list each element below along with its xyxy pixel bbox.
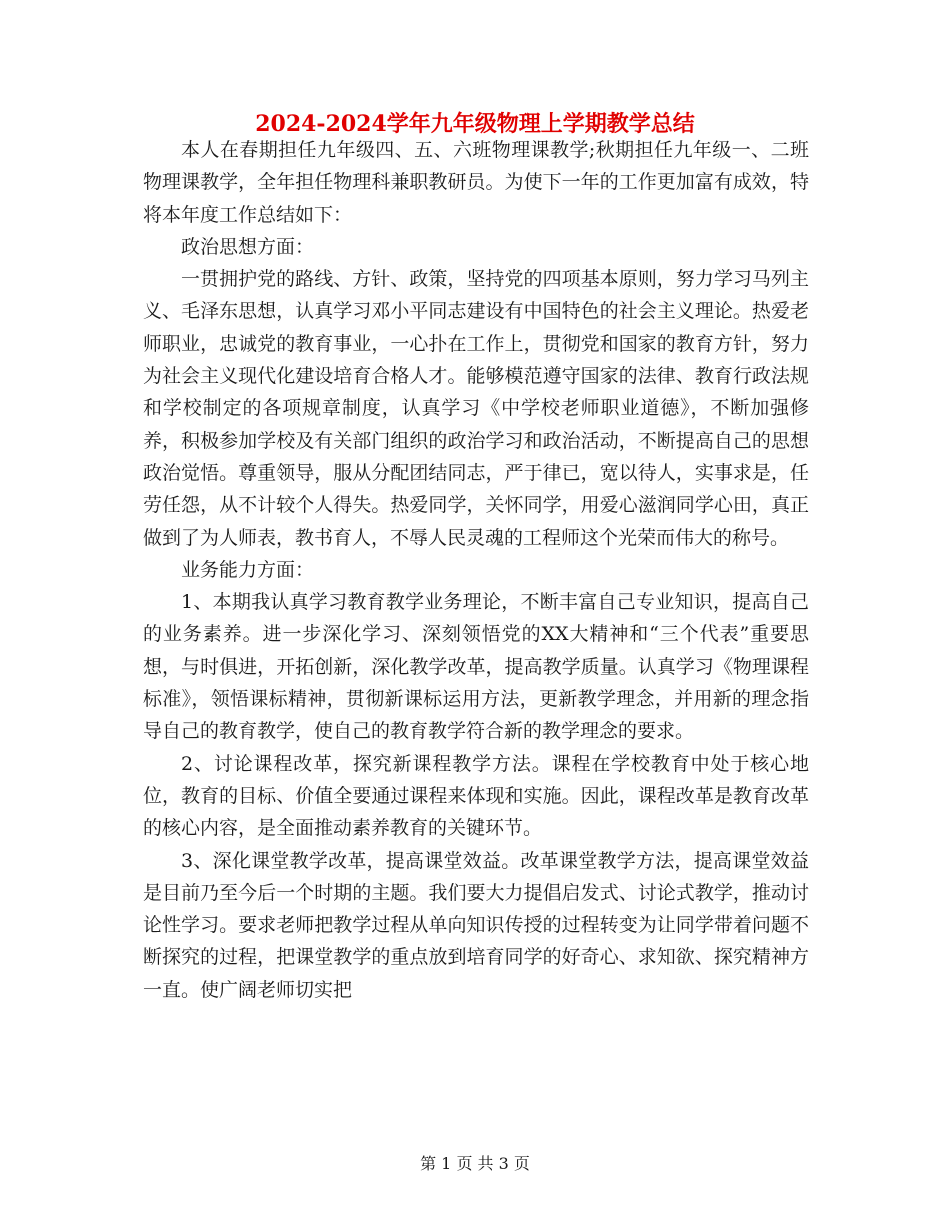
page-footer: 第 1 页 共 3 页 <box>420 1154 530 1173</box>
section-heading-political: 政治思想方面： <box>181 235 315 258</box>
paragraph-intro: 本人在春期担任九年级四、五、六班物理课教学;秋期担任九年级一、二班物理课教学，全年担任物理科兼职教研员。为使下一年的工作更加富有成效，特将本年度工作总结如下： <box>143 139 809 226</box>
paragraph-item-1: 1、本期我认真学习教育教学业务理论，不断丰富自己专业知识，提高自己的业务素养。进一步深化学习、深刻领悟党的XX大精神和“三个代表”重要思想，与时俱进，开拓创新，深化教学改革，提高教学质量。认真学习《物理课程标准》，领悟课标精神，贯彻新课标运用方法，更新教学理念，并用新的理念指导自己的教育教学，使自己的教育教学符合新的教学理念的要求。 <box>143 591 809 743</box>
paragraph-item-2: 2、讨论课程改革，探究新课程教学方法。课程在学校教育中处于核心地位，教育的目标、价值全要通过课程来体现和实施。因此，课程改革是教育改革的核心内容，是全面推动素养教育的关键环节。 <box>143 752 809 840</box>
document-body <box>143 134 809 1006</box>
paragraph-political: 一贯拥护党的路线、方针、政策，坚持党的四项基本原则，努力学习马列主义、毛泽东思想，认真学习邓小平同志建设有中国特色的社会主义理论。热爱老师职业，忠诚党的教育事业，一心扑在工作上，贯彻党和国家的教育方针，努力为社会主义现代化建设培育合格人才。能够模范遵守国家的法律、教育行政法规和学校制定的各项规章制度，认真学习《中学校老师职业道德》，不断加强修养，积极参加学校及有关部门组织的政治学习和政治活动，不断提高自己的思想政治觉悟。尊重领导，服从分配团结同志，严于律已，宽以待人，实事求是，任劳任怨，从不计较个人得失。热爱同学，关怀同学，用爱心滋润同学心田，真正做到了为人师表，教书育人，不辱人民灵魂的工程师这个光荣而伟大的称号。 <box>143 268 809 549</box>
paragraph-item-3: 3、深化课堂教学改革，提高课堂效益。改革课堂教学方法，提高课堂效益是目前乃至今后一个时期的主题。我们要大力提倡启发式、讨论式教学，推动讨论性学习。要求老师把教学过程从单向知识传授的过程转变为让同学带着问题不断探究的过程，把课堂教学的重点放到培育同学的好奇心、求知欲、探究精神方一直。使广阔老师切实把 <box>143 849 809 1001</box>
document-title: 2024-2024学年九年级物理上学期教学总结 <box>255 111 695 137</box>
section-heading-professional: 业务能力方面： <box>181 558 315 581</box>
